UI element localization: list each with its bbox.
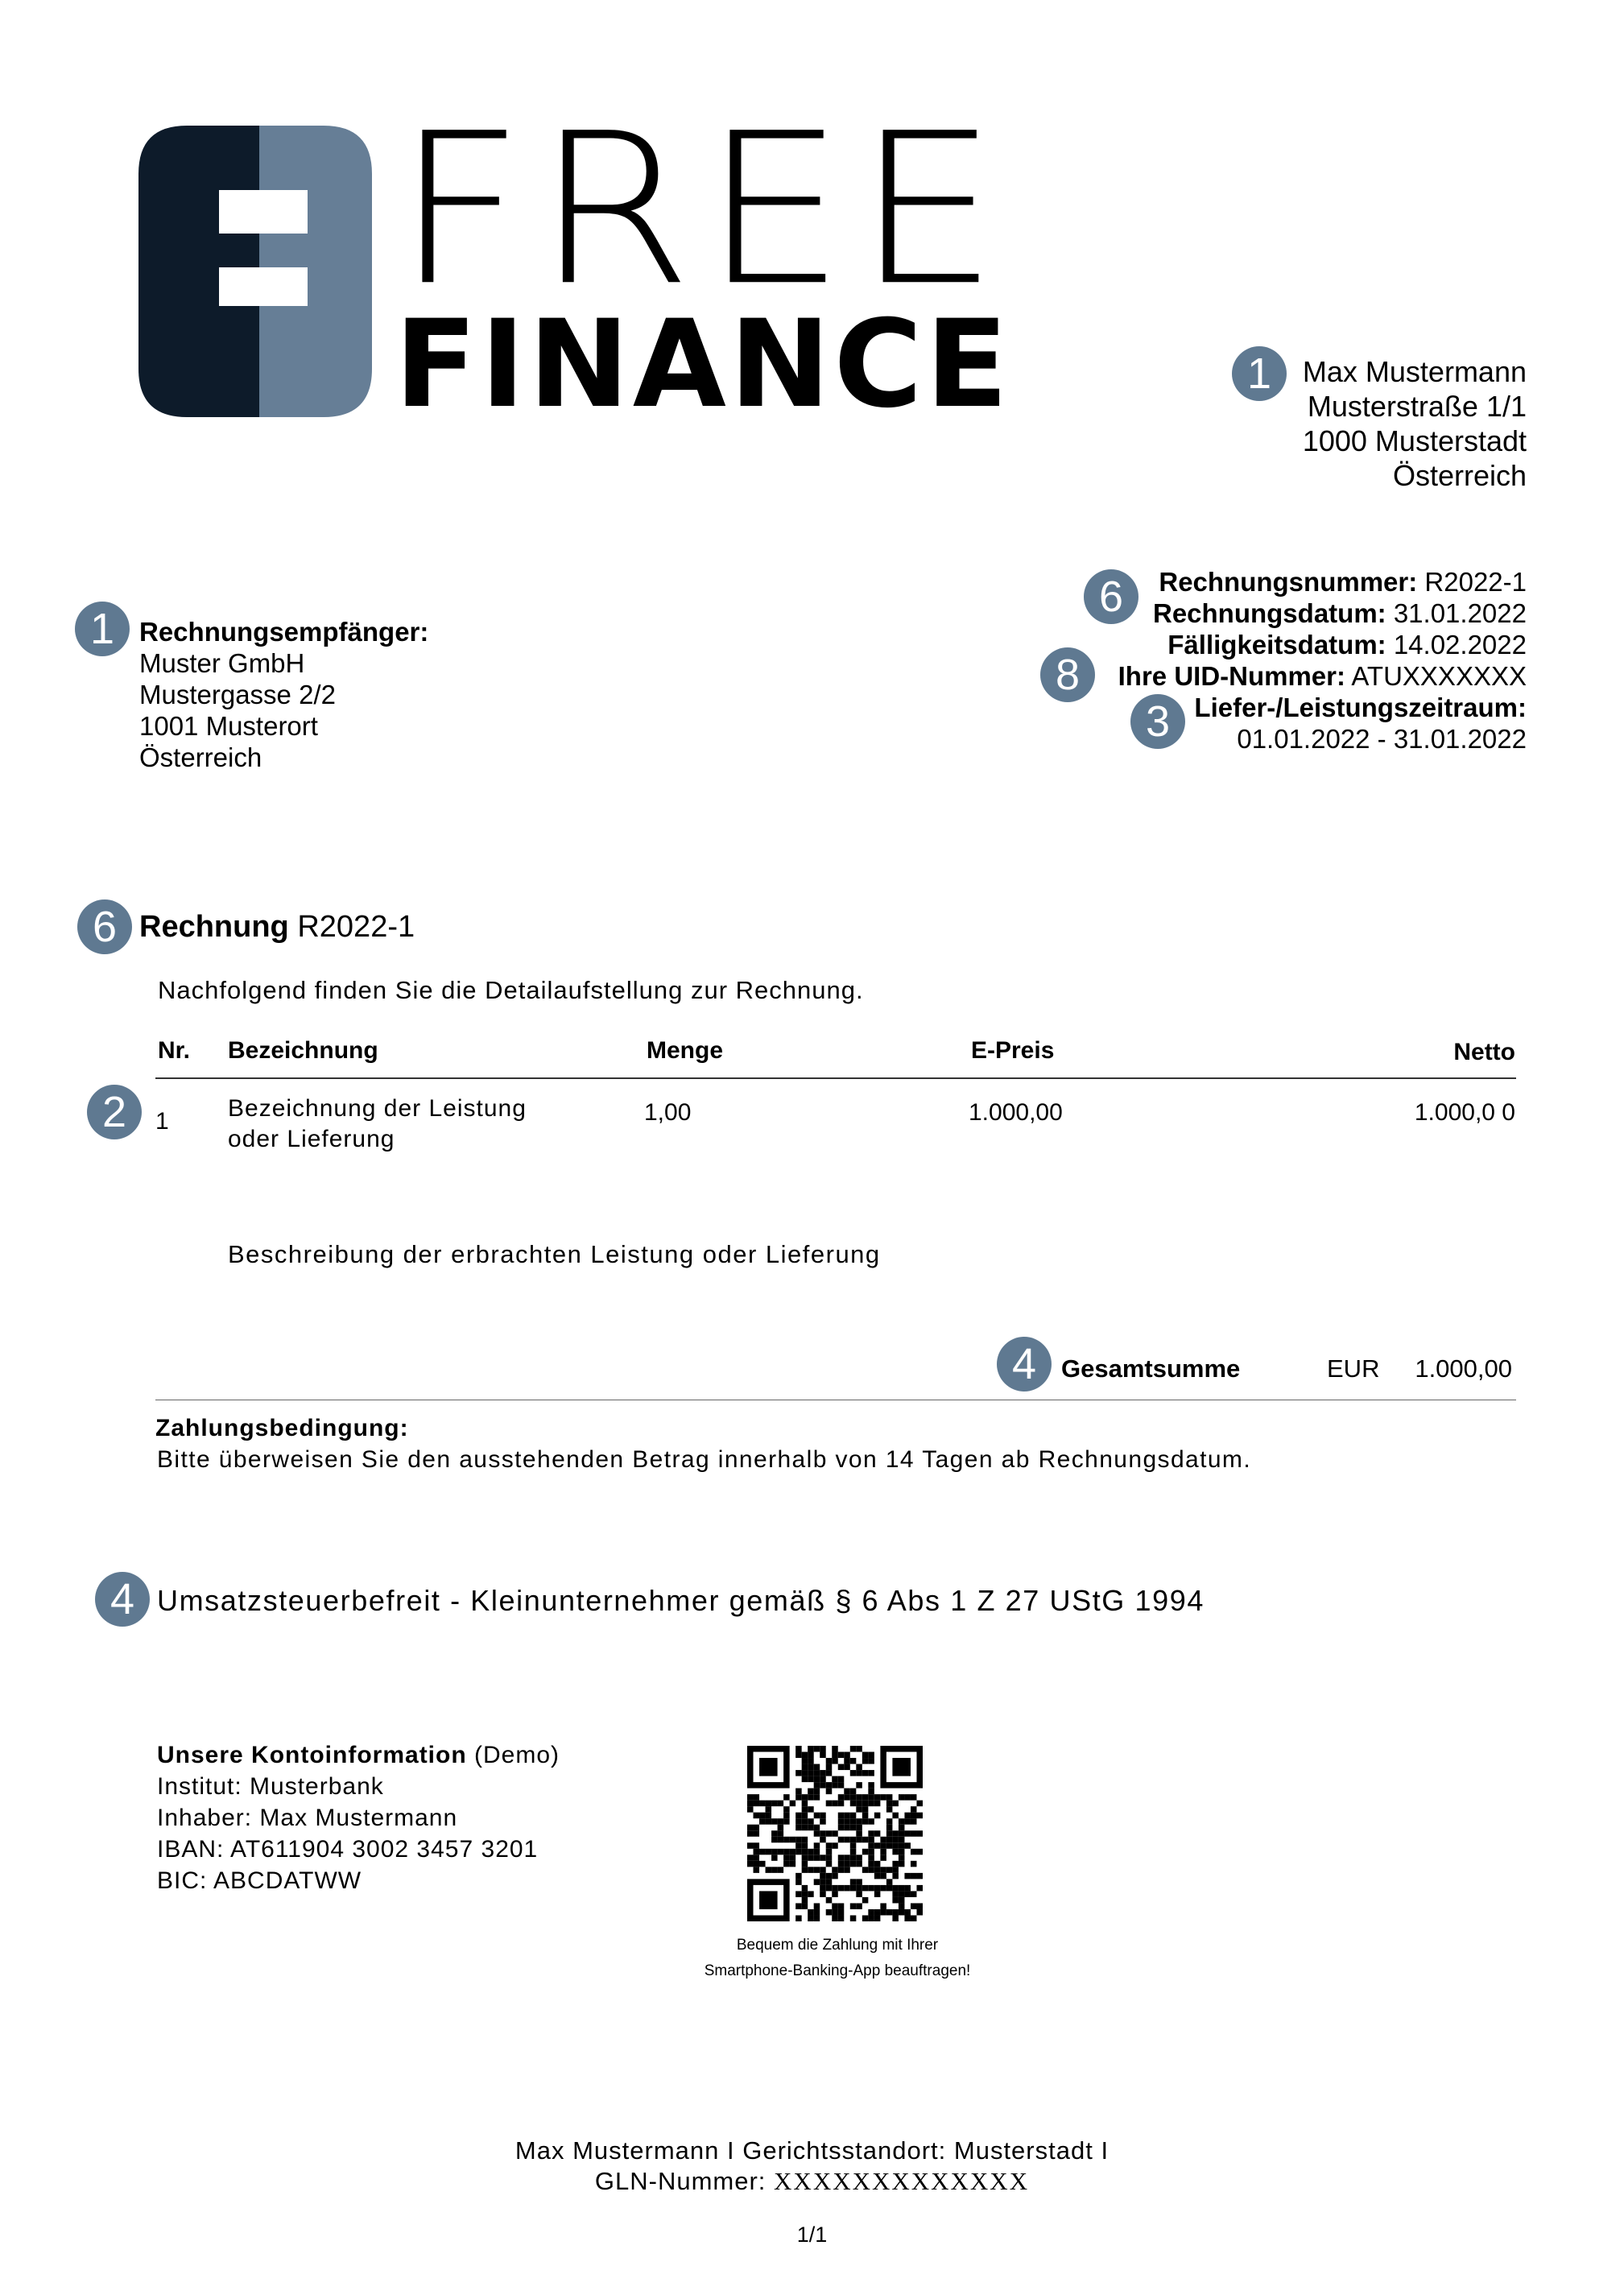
payment-text: Bitte überweisen Sie den ausstehenden Betrag innerhalb von 14 Tagen ab Rechnungsdatum. bbox=[157, 1446, 1252, 1473]
row-qty: 1,00 bbox=[644, 1099, 692, 1126]
invoice-date: 31.01.2022 bbox=[1393, 598, 1527, 628]
bank-holder: Inhaber: Max Mustermann bbox=[157, 1805, 458, 1831]
period-value: 01.01.2022 - 31.01.2022 bbox=[1237, 724, 1527, 754]
due-date-row bbox=[1118, 629, 1527, 660]
recipient-country: Österreich bbox=[139, 742, 262, 772]
total-label: Gesamtsumme bbox=[1061, 1354, 1241, 1383]
gln-value: XXXXXXXXXXXXX bbox=[774, 2167, 1030, 2195]
logo-word-finance: FINANCE bbox=[395, 295, 1011, 435]
invoice-meta-badge: 6 bbox=[1084, 569, 1138, 624]
line-item-badge: 2 bbox=[87, 1085, 142, 1139]
invoice-title-label: Rechnung bbox=[139, 910, 289, 944]
bank-title: Unsere Kontoinformation bbox=[157, 1742, 467, 1768]
bank-title-row bbox=[157, 1739, 560, 1771]
invoice-date-row bbox=[1118, 598, 1527, 629]
sender-street: Musterstraße 1/1 bbox=[1307, 390, 1527, 423]
invoice-title bbox=[139, 910, 415, 945]
recipient-city: 1001 Musterort bbox=[139, 711, 318, 741]
period-label-row bbox=[1118, 692, 1527, 723]
bank-info bbox=[157, 1739, 560, 1896]
invoice-number-label: Rechnungsnummer: bbox=[1159, 567, 1418, 597]
item-description: Beschreibung der erbrachten Leistung oder Lieferung bbox=[228, 1240, 881, 1268]
uid-label: Ihre UID-Nummer: bbox=[1118, 661, 1345, 691]
total-badge: 4 bbox=[997, 1337, 1052, 1391]
bank-iban: IBAN: AT611904 3002 3457 3201 bbox=[157, 1836, 539, 1863]
period-label: Liefer-/Leistungszeitraum: bbox=[1194, 693, 1527, 722]
gln-label: GLN-Nummer: bbox=[594, 2167, 767, 2195]
payment-label: Zahlungsbedingung: bbox=[155, 1415, 409, 1441]
row-desc-line1: Bezeichnung der Leistung bbox=[228, 1095, 527, 1122]
footer-gln-row bbox=[0, 2166, 1624, 2197]
company-logo bbox=[138, 88, 1011, 435]
row-desc bbox=[228, 1094, 527, 1155]
tax-note: Umsatzsteuerbefreit - Kleinunternehmer gemäß § 6 Abs 1 Z 27 UStG 1994 bbox=[157, 1584, 1205, 1617]
header-price: E-Preis bbox=[971, 1037, 1055, 1064]
uid-row bbox=[1118, 660, 1527, 692]
total-currency: EUR bbox=[1327, 1354, 1380, 1383]
invoice-title-number: R2022-1 bbox=[297, 910, 415, 944]
invoice-intro: Nachfolgend finden Sie die Detailaufstellung zur Rechnung. bbox=[158, 976, 864, 1004]
recipient-badge: 1 bbox=[75, 602, 130, 656]
sender-country: Österreich bbox=[1392, 459, 1527, 492]
sender-address bbox=[1303, 354, 1527, 493]
row-nr: 1 bbox=[155, 1108, 169, 1135]
bank-institute: Institut: Musterbank bbox=[157, 1773, 384, 1800]
uid-value: ATUXXXXXXX bbox=[1351, 661, 1527, 691]
recipient-address bbox=[139, 616, 428, 773]
header-qty: Menge bbox=[647, 1037, 724, 1064]
qr-caption-line1: Bequem die Zahlung mit Ihrer bbox=[736, 1937, 939, 1954]
recipient-label: Rechnungsempfänger: bbox=[139, 617, 429, 647]
payment-qr-code bbox=[747, 1746, 923, 1921]
sender-name: Max Mustermann bbox=[1302, 355, 1527, 388]
bank-title-suffix: (Demo) bbox=[474, 1742, 560, 1768]
bank-bic: BIC: ABCDATWW bbox=[157, 1867, 362, 1894]
page-number: 1/1 bbox=[796, 2223, 828, 2247]
qr-code-graphic bbox=[747, 1746, 923, 1921]
invoice-number: R2022-1 bbox=[1424, 567, 1527, 597]
recipient-street: Mustergasse 2/2 bbox=[139, 680, 336, 709]
qr-caption-line2: Smartphone-Banking-App beauftragen! bbox=[704, 1962, 971, 1979]
due-date: 14.02.2022 bbox=[1393, 630, 1527, 660]
row-price: 1.000,00 bbox=[969, 1099, 1063, 1126]
sender-badge: 1 bbox=[1232, 346, 1287, 401]
sender-city: 1000 Musterstadt bbox=[1302, 424, 1527, 457]
footer-line1: Max Mustermann I Gerichtsstandort: Musterstadt I bbox=[514, 2136, 1110, 2165]
period-badge: 3 bbox=[1130, 694, 1185, 749]
invoice-date-label: Rechnungsdatum: bbox=[1152, 598, 1386, 628]
total-amount: 1.000,00 bbox=[1415, 1354, 1512, 1383]
header-desc: Bezeichnung bbox=[228, 1037, 378, 1064]
logo-mark bbox=[138, 126, 372, 417]
invoice-meta bbox=[1118, 566, 1527, 755]
uid-badge: 8 bbox=[1040, 647, 1095, 702]
invoice-number-row bbox=[1118, 566, 1527, 598]
tax-note-badge: 4 bbox=[95, 1572, 150, 1627]
due-date-label: Fälligkeitsdatum: bbox=[1167, 630, 1386, 660]
header-nr: Nr. bbox=[158, 1037, 191, 1064]
header-net: Netto bbox=[1453, 1039, 1515, 1065]
title-badge: 6 bbox=[77, 899, 132, 954]
footer bbox=[0, 2136, 1624, 2197]
recipient-name: Muster GmbH bbox=[139, 648, 305, 678]
row-net: 1.000,0 0 bbox=[1414, 1099, 1515, 1126]
qr-caption bbox=[628, 1933, 1047, 1984]
table-header-rule bbox=[155, 1077, 1516, 1079]
logo-word-free: FREE bbox=[395, 88, 1009, 332]
row-desc-line2: oder Lieferung bbox=[228, 1126, 395, 1152]
